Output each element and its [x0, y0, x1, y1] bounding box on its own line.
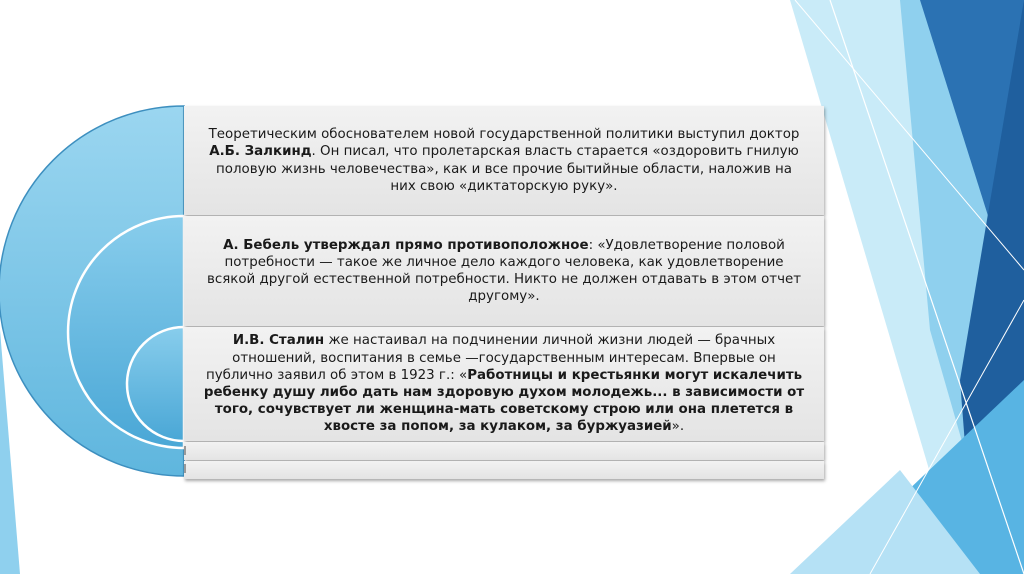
text-block-1 [184, 106, 824, 215]
block-2-text [184, 237, 824, 306]
empty-row-1 [184, 442, 824, 460]
block-3-text [184, 332, 824, 435]
row-marker-1 [184, 446, 186, 455]
block-2-quote: : «Удовлетворение половой потребности — такое же личное дело каждого человека, как удовлетворение всякой другой естественной потребности. Никто не должен отдавать в этом отчет другому». [206, 237, 802, 305]
block-1-quote: . Он писал, что пролетарская власть старается «оздоровить гнилую половую жизнь человечества», как и все прочие бытийные области, наложив на них свою «диктаторскую руку». [216, 144, 799, 194]
block-1-intro: Теоретическим обоснователем новой государственной политики выступил доктор [208, 127, 800, 143]
block-3-end: ». [671, 419, 685, 435]
row-marker-2 [184, 464, 186, 473]
text-block-2 [184, 216, 824, 326]
empty-row-2 [184, 461, 824, 479]
text-block-3 [184, 327, 824, 441]
block-1-text [184, 126, 824, 195]
block-3-intro: же настаивал на подчинении личной жизни людей — брачных отношений, воспитания в семье —государственным интересам. Впервые он публично заявил об этом в 1923 г.: « [205, 333, 776, 383]
block-2-heading: А. Бебель утверждал прямо противоположное [223, 237, 589, 253]
block-3-quote: Работницы и крестьянки могут искалечить ребенку душу либо дать нам здоровую духом молодежь... в зависимости от того, сочувствует ли женщина-мать советскому строю или она плетется в хвосте за попом, за кулаком, за буржуазией [203, 367, 805, 435]
block-3-name: И.В. Сталин [232, 333, 325, 349]
block-1-name: А.Б. Залкинд [209, 144, 312, 160]
